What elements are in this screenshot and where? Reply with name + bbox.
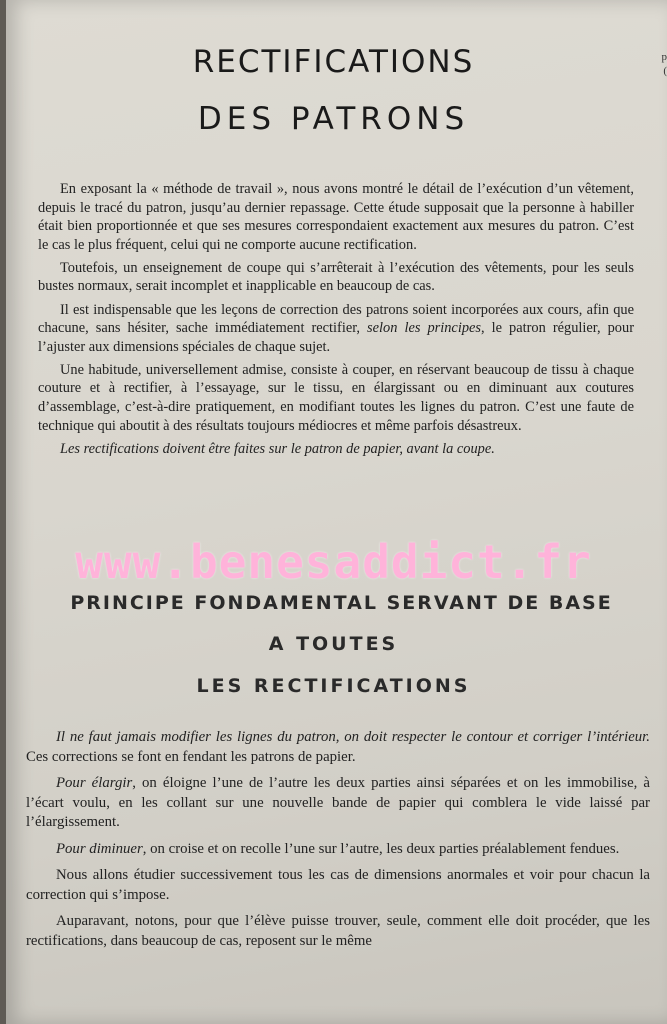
- section-heading-line1: PRINCIPE FONDAMENTAL SERVANT DE BASE: [70, 592, 613, 614]
- principle-paragraph-1: [26, 728, 650, 767]
- principle-rule-rest: Ces corrections se font en fendant les patrons de papier.: [26, 748, 356, 765]
- section-heading-line3: LES RECTIFICATIONS: [196, 675, 471, 697]
- intro-text: [38, 180, 634, 463]
- paragraph-5-rule: Les rectifications doivent être faites sur le patron de papier, avant la coupe.: [60, 440, 495, 457]
- principle-rule: Il ne faut jamais modifier les lignes du patron, on doit respecter le contour et corriger l’intérieur.: [56, 729, 650, 745]
- paragraph-2: Toutefois, un enseignement de coupe qui s’arrêterait à l’exécution des vêtements, pour les seuls bustes normaux, serait incomplet et inapplicable en beaucoup de cas.: [38, 259, 634, 295]
- reduce-label: Pour diminuer: [56, 840, 143, 857]
- section-heading-line2: A TOUTES: [268, 633, 399, 655]
- principle-paragraph-3: [26, 840, 650, 860]
- page-title-line2: DES PATRONS: [197, 101, 470, 137]
- enlarge-text: , on éloigne l’une de l’autre les deux parties ainsi séparées et on les immobilise, à l’écart voulu, en les collant sur une nouvelle bande de papier qui comblera le vide laissé par l’élargissement.: [26, 775, 650, 830]
- principle-paragraph-5: Auparavant, notons, pour que l’élève puisse trouver, seule, comment elle doit procéder, que les rectifications, dans beaucoup de cas, reposent sur le même: [26, 913, 650, 949]
- paragraph-3-emphasis: selon les principes: [367, 320, 482, 337]
- watermark: www.benesaddict.fr: [75, 535, 592, 589]
- principle-paragraph-4: Nous allons étudier successivement tous les cas de dimensions anormales et voir pour chacun la correction qui s’impose.: [26, 867, 650, 903]
- principle-text: [26, 728, 650, 958]
- paragraph-1: En exposant la « méthode de travail », nous avons montré le détail de l’exécution d’un vêtement, depuis le tracé du patron, jusqu’au dernier repassage. Cette étude supposait que la personne à habiller était bien proportionnée et que ses mesures correspondaient exactement aux mesures du patron. C’est le cas le plus fréquent, celui qui ne comporte aucune rectification.: [38, 181, 634, 253]
- paragraph-3-start: Il est indispensable que les leçons de correction des patrons soient incorporées aux cours, afin que chacune, sans hésiter, sache immédiatement rectifier,: [38, 301, 634, 337]
- paragraph-3-end: , le patron régulier, pour l’ajuster aux dimensions spéciales de chaque sujet.: [38, 320, 634, 355]
- paragraph-3: [38, 301, 634, 357]
- paragraph-4: Une habitude, universellement admise, consiste à couper, en réservant beaucoup de tissu à chaque couture et à rectifier, à l’essayage, sur le tissu, en élargissant ou en diminuant aux coutures d’assemblage, c’est-à-dire pratiquement, en modifiant toutes les lignes du patron. C’est une faute de technique qui aboutit à des résultats toujours médiocres et même parfois désastreux.: [38, 361, 634, 434]
- reduce-text: , on croise et on recolle l’une sur l’autre, les deux parties préalablement fendues.: [142, 840, 620, 857]
- enlarge-label: Pour élargir: [56, 775, 133, 791]
- adjacent-page-fragment: p (: [661, 51, 667, 77]
- principle-paragraph-2: [26, 774, 650, 833]
- page-title-line1: RECTIFICATIONS: [192, 44, 475, 80]
